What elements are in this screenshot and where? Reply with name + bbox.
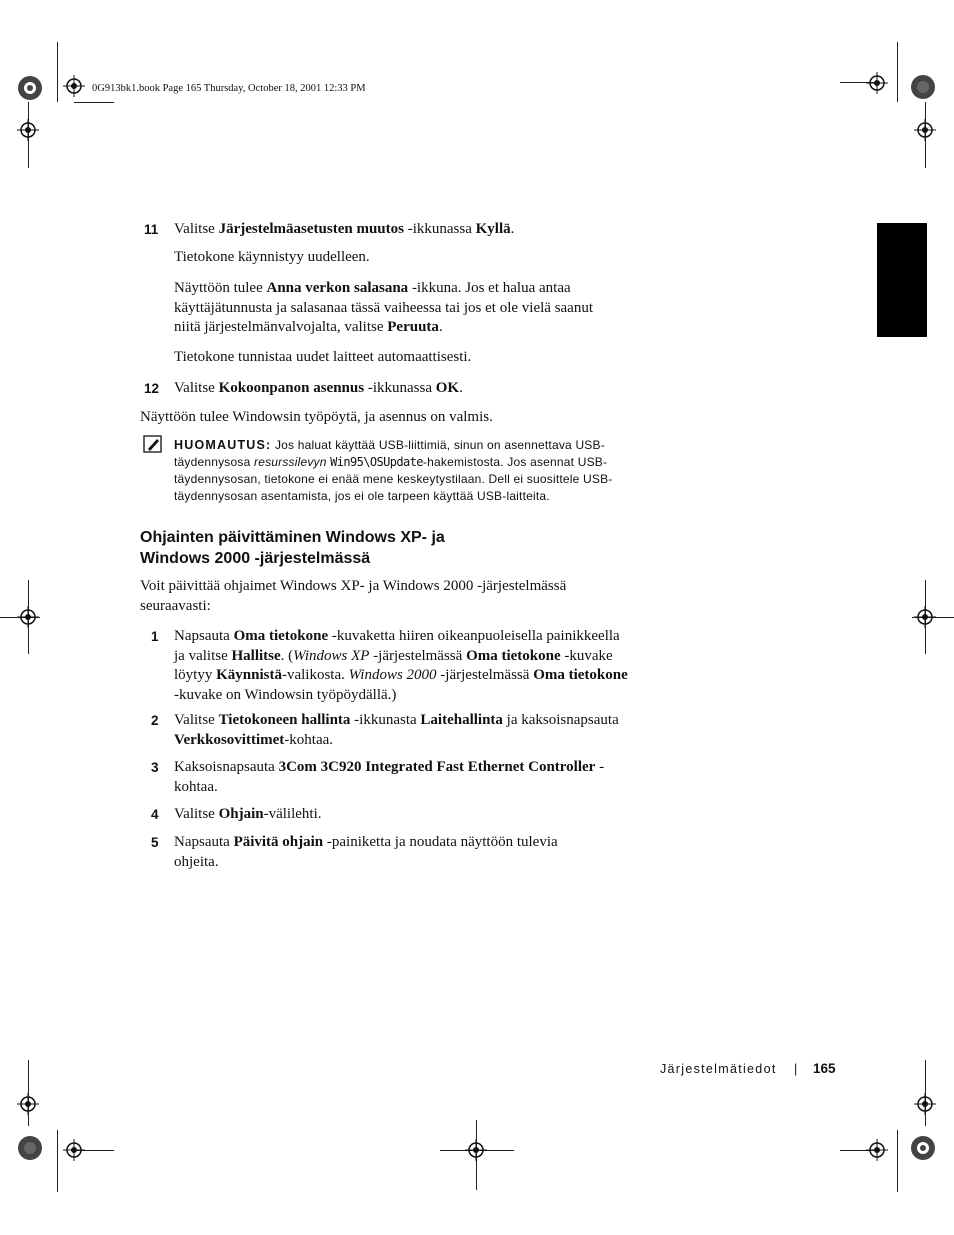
paragraph: Näyttöön tulee Anna verkon salasana -ikkuna. Jos et halua antaa käyttäjätunnusta ja salasanaa tässä vaiheessa tai jos et ole vielä saanut niitä järjestelmänvalvojalta, valitse Peruuta. [174, 280, 594, 335]
section-heading: Ohjainten päivittäminen Windows XP- ja Windows 2000 -järjestelmässä [140, 529, 445, 567]
step-text: Valitse Kokoonpanon asennus -ikkunassa OK. [174, 380, 463, 396]
print-header: 0G913bk1.book Page 165 Thursday, October 18, 2001 12:33 PM [92, 83, 366, 94]
page-number: 165 [813, 1061, 836, 1076]
registration-mark-icon [17, 1135, 43, 1161]
registration-mark-icon [465, 1139, 487, 1161]
paragraph: Tietokone käynnistyy uudelleen. [174, 249, 370, 265]
step-number: 5 [151, 835, 159, 850]
registration-mark-icon [866, 72, 888, 94]
step-number: 1 [151, 629, 159, 644]
registration-mark-icon [914, 1093, 936, 1115]
registration-mark-icon [17, 1093, 39, 1115]
crop-mark [57, 42, 58, 102]
step-number: 12 [144, 381, 160, 396]
footer-separator: | [794, 1062, 798, 1076]
step-number: 11 [144, 222, 159, 237]
section-intro: Voit päivittää ohjaimet Windows XP- ja Windows 2000 -järjestelmässä seuraavasti: [140, 578, 567, 614]
step-number: 3 [151, 760, 159, 775]
crop-mark [57, 1130, 58, 1192]
footer-section-name: Järjestelmätiedot [660, 1062, 777, 1076]
registration-mark-icon [914, 606, 936, 628]
registration-mark-icon [17, 119, 39, 141]
paragraph: Näyttöön tulee Windowsin työpöytä, ja asennus on valmis. [140, 409, 493, 425]
registration-mark-icon [63, 75, 85, 97]
note-path: Win95\OSUpdate [330, 455, 423, 469]
step-text: Valitse Ohjain-välilehti. [174, 806, 322, 822]
registration-mark-icon [910, 74, 936, 100]
note-box: HUOMAUTUS: Jos haluat käyttää USB-liittimiä, sinun on asennettava USB-täydennysosa resurssilevyn Win95\OSUpdate-hakemistosta. Jos asennat USB-täydennysosan, tietokone ei enää mene keskeytystilaan. Dell ei suosittele USB-täydennysosan asentamista, jos ei ole tarpeen käyttää USB-laitteita. [174, 438, 613, 503]
paragraph: Tietokone tunnistaa uudet laitteet automaattisesti. [174, 349, 472, 365]
crop-mark [74, 102, 114, 103]
crop-mark [897, 1130, 898, 1192]
registration-mark-icon [914, 119, 936, 141]
note-label: HUOMAUTUS: [174, 438, 272, 452]
step-text: Napsauta Päivitä ohjain -painiketta ja noudata näyttöön tulevia ohjeita. [174, 834, 558, 870]
note-pencil-icon [143, 435, 163, 453]
section-tab [877, 223, 927, 337]
step-number: 2 [151, 713, 159, 728]
step-text: Kaksoisnapsauta 3Com 3C920 Integrated Fast Ethernet Controller -kohtaa. [174, 759, 605, 795]
step-text: Napsauta Oma tietokone -kuvaketta hiiren oikeanpuoleisella painikkeella ja valitse Hallitse. (Windows XP -järjestelmässä Oma tietokone -kuvake löytyy Käynnistä-valikosta. Windows 2000 -järjestelmässä Oma tietokone -kuvake on Windowsin työpöydällä.) [174, 628, 628, 703]
registration-mark-icon [17, 606, 39, 628]
crop-mark [897, 42, 898, 102]
registration-mark-icon [63, 1139, 85, 1161]
registration-mark-icon [17, 75, 43, 101]
registration-mark-icon [866, 1139, 888, 1161]
registration-mark-icon [910, 1135, 936, 1161]
step-text: Valitse Järjestelmäasetusten muutos -ikkunassa Kyllä. [174, 221, 515, 237]
step-text: Valitse Tietokoneen hallinta -ikkunasta Laitehallinta ja kaksoisnapsauta Verkkosovittimet-kohtaa. [174, 712, 619, 748]
step-number: 4 [151, 807, 159, 822]
